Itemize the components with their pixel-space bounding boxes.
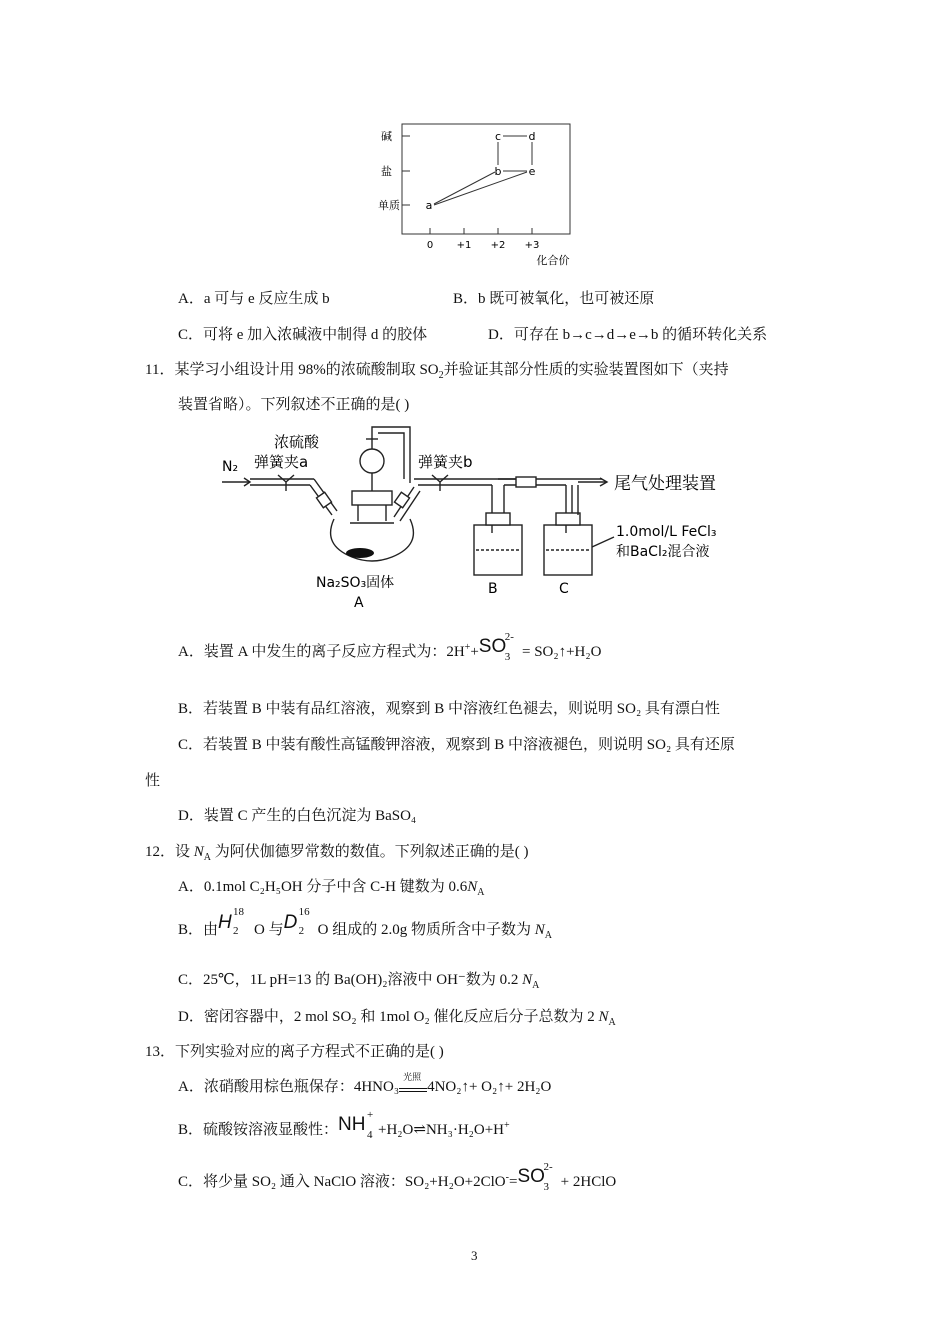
- q13-option-b: B．硫酸铵溶液显酸性：NH + 4 +H₂O⇌NH₃·H₂O+H+: [178, 1108, 510, 1141]
- point-c: c: [494, 130, 502, 143]
- label-n2: N₂: [222, 459, 239, 475]
- q11-stem: 11．某学习小组设计用 98%的浓硫酸制取 $SO_2$并验证其部分性质的实验装置图如下（夹持: [145, 362, 729, 381]
- label-solution-2: 和BaCl₂混合液: [616, 544, 710, 560]
- label-solid: Na₂SO₃固体: [316, 575, 395, 591]
- x-tick-0: 0: [426, 240, 434, 251]
- valence-class-figure: [360, 118, 590, 283]
- ammonium-ion: NH + 4: [338, 1108, 374, 1141]
- y-label-salt: 盐: [381, 165, 392, 178]
- x-axis-title: 化合价: [536, 254, 570, 267]
- q12-option-c: C．25℃，1L pH=13 的 Ba(OH)₂溶液中 OH⁻数为 0.2 $N_A$: [178, 972, 540, 991]
- q10-option-a: A．a 可与 e 反应生成 b: [178, 291, 330, 307]
- water-h2-18o: H 18 2: [218, 905, 245, 937]
- q11-option-c-line1: C．若装置 B 中装有酸性高锰酸钾溶液，观察到 B 中溶液褪色，则说明 SO₂ 具有还原: [178, 737, 735, 753]
- q12-stem: 12．设 $N_A$ 为阿伏伽德罗常数的数值。下列叙述正确的是( ): [145, 844, 529, 863]
- apparatus-figure: [222, 425, 742, 620]
- q11-option-b: B．若装置 B 中装有品红溶液，观察到 B 中溶液红色褪去，则说明 SO₂ 具有漂白性: [178, 701, 720, 717]
- label-clamp-b: 弹簧夹b: [418, 453, 473, 471]
- label-B: B: [488, 581, 498, 597]
- q11-option-a: A．装置 A 中发生的离子反应方程式为：2H++SO 3 2- = SO₂↑+H₂O: [178, 630, 602, 663]
- sulfite-ion-2: SO 3 2-: [517, 1160, 553, 1193]
- q11-stem-line2: 装置省略）。下列叙述不正确的是( ): [178, 397, 410, 413]
- q10-option-c: C．可将 e 加入浓碱液中制得 d 的胶体: [178, 327, 428, 343]
- q10-option-d: D．可存在 b→c→d→e→b 的循环转化关系: [488, 327, 768, 343]
- q12-option-b: B．由H 18 2 O 与D 16 2 O 组成的 2.0g 物质所含中子数为 $N_A$: [178, 905, 552, 941]
- label-C: C: [559, 581, 569, 597]
- sulfite-ion: SO 3 2-: [478, 630, 514, 663]
- q12-option-d: D．密闭容器中，2 mol SO₂ 和 1mol O₂ 催化反应后分子总数为 2 $N_A$: [178, 1009, 616, 1028]
- y-label-element: 单质: [378, 199, 400, 212]
- q13-option-c: C．将少量 SO₂ 通入 NaClO 溶液：SO₂+H₂O+2ClO-=SO 3 2- + 2HClO: [178, 1160, 617, 1193]
- label-clamp-a: 弹簧夹a: [254, 453, 309, 471]
- q11-option-d: D．装置 C 产生的白色沉淀为 BaSO₄: [178, 808, 417, 824]
- heavy-water-d2-16o: D 16 2: [283, 905, 310, 937]
- x-tick-3: +3: [524, 240, 540, 251]
- point-b: b: [494, 165, 502, 178]
- q12-option-a: A．0.1mol C₂H₅OH 分子中含 C-H 键数为 $0.6N_A$: [178, 879, 485, 898]
- label-acid: 浓硫酸: [274, 433, 320, 451]
- label-A: A: [354, 595, 364, 611]
- y-label-base: 碱: [381, 130, 392, 143]
- label-tail: 尾气处理装置: [614, 474, 716, 494]
- label-solution-1: 1.0mol/L FeCl₃: [616, 524, 717, 540]
- q13-stem: 13．下列实验对应的离子方程式不正确的是( ): [145, 1044, 444, 1060]
- x-tick-1: +1: [456, 240, 472, 251]
- point-d: d: [528, 130, 536, 143]
- x-tick-2: +2: [490, 240, 506, 251]
- point-e: e: [528, 165, 536, 178]
- q10-option-b: B．b 既可被氧化，也可被还原: [453, 291, 655, 307]
- q13-option-a: A．浓硝酸用棕色瓶保存：4HNO₃ 光照 4NO₂↑+ O₂↑+ 2H₂O: [178, 1071, 552, 1095]
- page-number: 3: [471, 1248, 478, 1263]
- point-a: a: [425, 199, 433, 212]
- q11-option-c-line2: 性: [145, 773, 161, 789]
- light-condition-arrow: 光照: [399, 1078, 427, 1094]
